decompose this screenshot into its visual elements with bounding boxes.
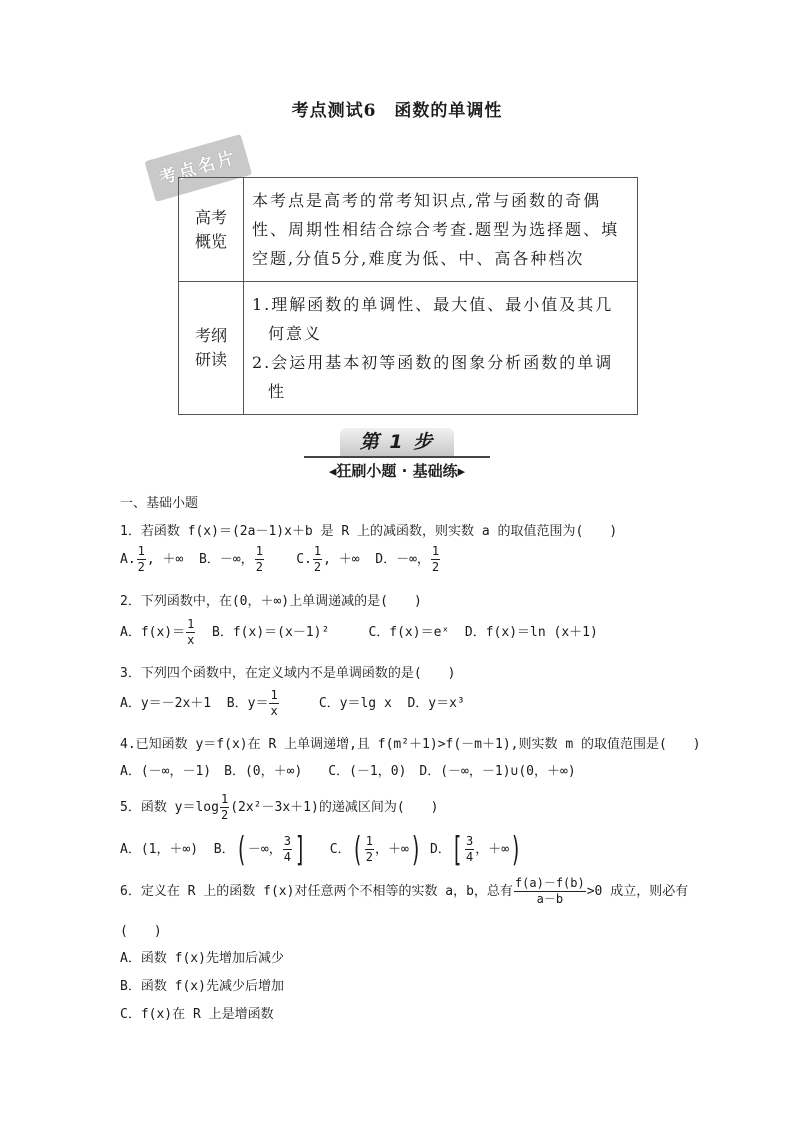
q5-option-d-fraction xyxy=(465,834,474,865)
q1-d-numerator: 1 xyxy=(431,544,440,558)
q5-option-c-label: C． xyxy=(329,842,351,857)
step-subtitle: ◂狂刷小题 · 基础练▸ xyxy=(328,462,466,480)
overview-label-line2: 概览 xyxy=(194,231,227,251)
q2-option-c: C．f(x)＝eˣ xyxy=(368,625,450,640)
q5-option-a: A．(1，＋∞) xyxy=(120,842,199,857)
q2-option-a-fraction xyxy=(186,617,195,648)
q5-c-left-paren: ( xyxy=(353,829,361,870)
q1-option-d-fraction xyxy=(431,544,440,575)
q5-base-numerator: 1 xyxy=(220,792,229,806)
q6-stem-start: 6．定义在 R 上的函数 f(x)对任意两个不相等的实数 a，b，总有 xyxy=(120,884,513,899)
q5-c-right-bound: ，＋∞ xyxy=(375,842,409,857)
page-title: 考点测试6 函数的单调性 xyxy=(291,101,503,121)
q6-fraction xyxy=(514,876,586,907)
q3-b-numerator: 1 xyxy=(270,688,278,702)
question-3-stem: 3．下列四个函数中，在定义域内不是单调函数的是( ) xyxy=(120,666,456,681)
q1-c-denominator: 2 xyxy=(313,560,322,574)
syllabus-label-line2: 研读 xyxy=(194,350,227,369)
q5-option-b-fraction xyxy=(283,834,292,865)
q1-a-denominator: 2 xyxy=(137,560,145,574)
q5-log-base xyxy=(220,792,229,823)
q3-b-denominator: x xyxy=(270,704,278,718)
q6-stem-end: >0 成立，则必有 xyxy=(586,884,689,899)
q1-b-denominator: 2 xyxy=(255,560,263,574)
q3-option-c: C．y＝lg x xyxy=(318,696,392,711)
question-5-stem xyxy=(120,792,438,823)
q5-option-c-fraction xyxy=(365,834,374,865)
q5-d-right-paren: ) xyxy=(512,829,520,870)
overview-text: 本考点是高考的常考知识点,常与函数的奇偶性、周期性相结合综合考查.题型为选择题、填空题,分值5分,难度为低、中、高各种档次 xyxy=(244,178,638,282)
exam-card-table xyxy=(178,177,638,415)
q5-c-right-paren: ) xyxy=(411,829,420,870)
q5-option-b-label: B． xyxy=(213,842,235,857)
syllabus-row xyxy=(179,282,638,415)
q2-a-numerator: 1 xyxy=(187,617,195,631)
question-1-stem: 1．若函数 f(x)＝(2a－1)x＋b 是 R 上的减函数，则实数 a 的取值范围为( ) xyxy=(120,524,618,539)
overview-label xyxy=(179,178,244,282)
q5-b-denominator: 4 xyxy=(283,850,291,864)
question-4-options: A．(－∞，－1) B．(0，＋∞) C．(－1，0) D．(－∞，－1)∪(0，＋∞) xyxy=(120,764,576,779)
q5-b-right-bracket: ] xyxy=(295,829,304,870)
question-6-answer-paren: ( ) xyxy=(120,924,162,939)
q1-option-a-fraction xyxy=(137,544,146,575)
q1-d-denominator: 2 xyxy=(431,560,440,574)
q6-denominator: a－b xyxy=(536,892,564,906)
question-5-options xyxy=(120,829,522,870)
question-2-stem: 2．下列函数中，在(0，＋∞)上单调递减的是( ) xyxy=(120,594,422,609)
step-divider xyxy=(304,456,490,458)
q5-b-left-bound: －∞， xyxy=(247,842,282,857)
syllabus-label-line1: 考纲 xyxy=(194,326,227,345)
q5-b-numerator: 3 xyxy=(283,834,291,848)
syllabus-item-2: 2.会运用基本初等函数的图象分析函数的单调性 xyxy=(252,353,614,401)
q3-option-a: A．y＝－2x＋1 xyxy=(120,696,212,711)
question-3-options xyxy=(120,688,465,719)
q5-d-denominator: 4 xyxy=(466,850,474,864)
q5-b-left-paren: ( xyxy=(237,829,245,870)
q2-a-denominator: x xyxy=(187,633,195,647)
stamp-label: 考点名片 xyxy=(157,147,240,189)
q5-d-left-bracket: [ xyxy=(453,829,462,870)
overview-label-line1: 高考 xyxy=(194,207,227,227)
q3-option-b-label: B．y＝ xyxy=(226,696,269,711)
syllabus-label xyxy=(179,282,244,415)
q1-option-c-fraction xyxy=(313,544,322,575)
q1-option-b-label: B．－∞， xyxy=(199,552,254,567)
q3-option-d: D．y＝x³ xyxy=(407,696,465,711)
q1-a-numerator: 1 xyxy=(137,544,145,558)
question-6-option-b: B．函数 f(x)先减少后增加 xyxy=(120,979,284,994)
question-1-options xyxy=(120,544,441,575)
q1-option-c-rest: , ＋∞ xyxy=(323,552,360,567)
overview-row xyxy=(179,178,638,282)
q2-option-d: D．f(x)＝ln (x＋1) xyxy=(464,625,598,640)
step-title: 第 1 步 xyxy=(340,428,454,456)
q1-option-d-label: D．－∞， xyxy=(375,552,430,567)
question-6-option-c: C．f(x)在 R 上是增函数 xyxy=(120,1007,274,1022)
q5-d-numerator: 3 xyxy=(466,834,474,848)
q1-c-numerator: 1 xyxy=(313,544,322,558)
q5-base-denominator: 2 xyxy=(220,808,229,822)
question-4-stem: 4.已知函数 y＝f(x)在 R 上单调递增,且 f(m²＋1)>f(－m＋1),则实数 m 的取值范围是( ) xyxy=(120,737,701,752)
syllabus-item-1: 1.理解函数的单调性、最大值、最小值及其几何意义 xyxy=(252,295,614,343)
q5-option-d-label: D． xyxy=(429,842,451,857)
q5-d-right-bound: ，＋∞ xyxy=(475,842,510,857)
q2-option-b: B．f(x)＝(x－1)² xyxy=(212,625,330,640)
q1-b-numerator: 1 xyxy=(255,544,263,558)
question-6-option-a: A．函数 f(x)先增加后减少 xyxy=(120,951,284,966)
q5-stem-start: 5．函数 y＝log xyxy=(120,800,219,815)
section-heading: 一、基础小题 xyxy=(120,496,199,511)
step-banner xyxy=(300,428,494,484)
q6-numerator: f(a)－f(b) xyxy=(514,876,585,890)
question-2-options xyxy=(120,617,598,648)
q1-option-a-label: A. xyxy=(120,552,136,567)
q1-option-a-rest: , ＋∞ xyxy=(146,552,184,567)
q5-c-numerator: 1 xyxy=(365,834,374,848)
q1-option-c-label: C. xyxy=(296,552,312,567)
q2-option-a-label: A．f(x)＝ xyxy=(120,625,186,640)
q1-option-b-fraction xyxy=(255,544,264,575)
q5-c-denominator: 2 xyxy=(365,850,374,864)
q3-option-b-fraction xyxy=(269,688,278,719)
q5-stem-end: (2x²－3x＋1)的递减区间为( ) xyxy=(230,800,439,815)
syllabus-text xyxy=(244,282,638,415)
question-6-stem xyxy=(120,876,688,907)
